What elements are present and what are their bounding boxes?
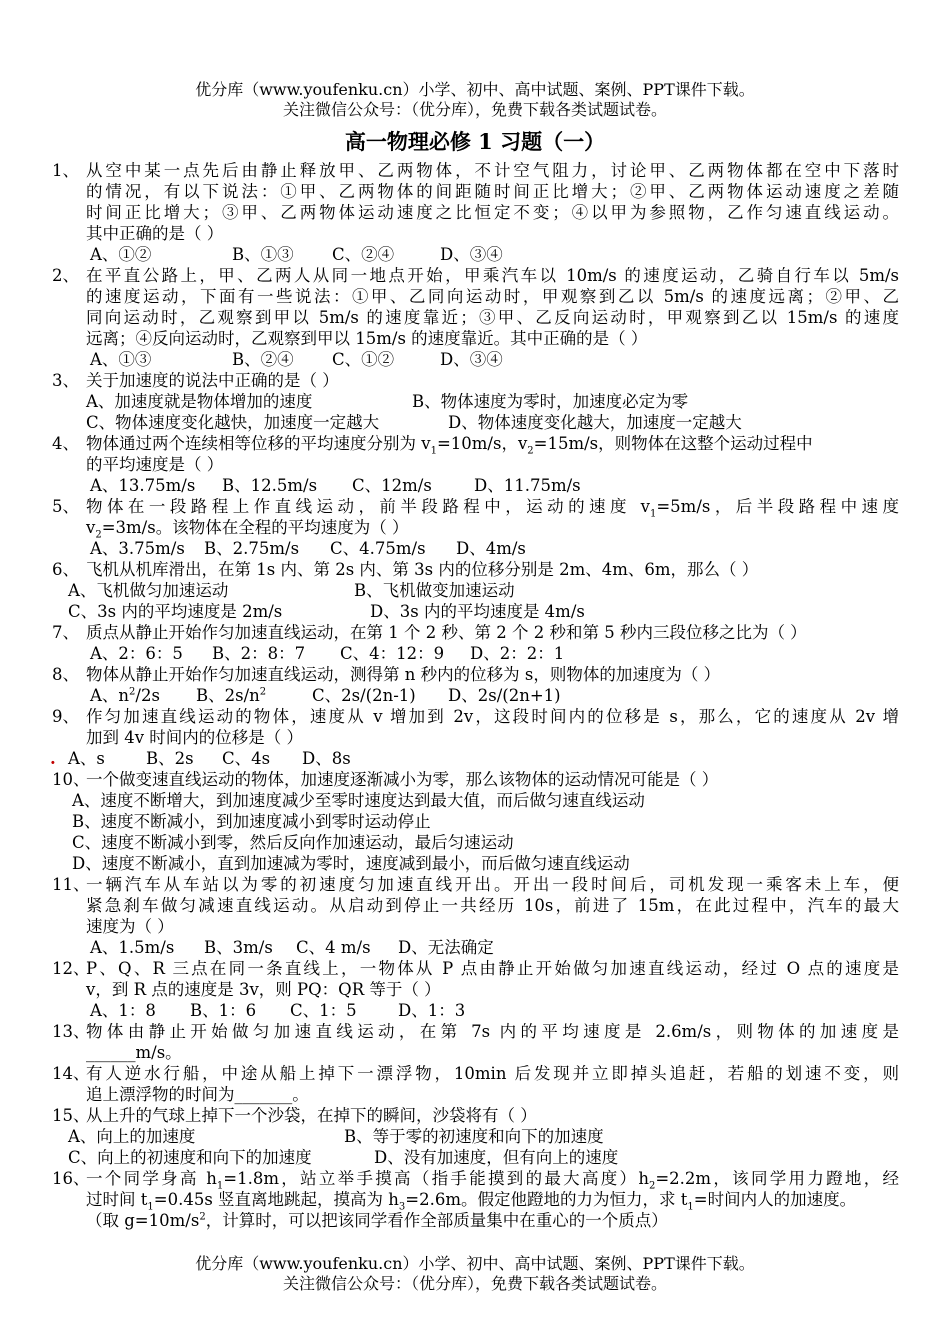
q3-option-d: D、物体速度变化越大，加速度一定越大 <box>448 413 742 432</box>
q11-number: 11、 <box>52 875 90 894</box>
q5-number: 5、 <box>52 497 79 516</box>
q3-option-c: C、物体速度变化越快，加速度一定越大 <box>86 413 380 432</box>
q15-line-1: 从上升的气球上掉下一个沙袋，在掉下的瞬间，沙袋将有（ ） <box>86 1106 537 1125</box>
q2-option-d: D、③④ <box>440 350 503 369</box>
q3-number: 3、 <box>52 371 79 390</box>
q6-option-a: A、飞机做匀加速运动 <box>68 581 229 600</box>
q1-line-4: 其中正确的是（ ） <box>86 224 224 243</box>
q1-line-2: 的情况，有以下说法：①甲、乙两物体的间距随时间正比增大；②甲、乙两物体运动速度之差随 <box>86 182 899 201</box>
q12-option-c: C、1：5 <box>290 1001 357 1020</box>
q3-option-a: A、加速度就是物体增加的速度 <box>86 392 313 411</box>
q12-line-1: P、Q、R 三点在同一条直线上，一物体从 P 点由静止开始做匀加速直线运动，经过 O 点的速度是 <box>86 959 899 978</box>
q13-line-2: ______m/s。 <box>86 1043 182 1062</box>
q9-line-2: 加到 4v 时间内的位移是（ ） <box>86 728 304 747</box>
q11-line-1: 一辆汽车从车站以为零的初速度匀加速直线开出。开出一段时间后，司机发现一乘客未上车，便 <box>86 875 899 894</box>
q13-number: 13、 <box>52 1022 90 1041</box>
q7-line-1: 质点从静止开始作匀加速直线运动，在第 1 个 2 秒、第 2 个 2 秒和第 5 秒内三段位移之比为（ ） <box>86 623 807 642</box>
q14-answer-blank[interactable]: _______ <box>234 1085 293 1104</box>
q10-number: 10、 <box>52 770 90 789</box>
q12-option-a: A、1：8 <box>90 1001 156 1020</box>
q8-number: 8、 <box>52 665 79 684</box>
q2-line-2: 的速度运动，下面有一些说法：①甲、乙同向运动时，甲观察到乙以 5m/s 的速度远离；②甲、乙 <box>86 287 899 306</box>
q1-option-c: C、②④ <box>332 245 395 264</box>
q10-option-a: A、速度不断增大，到加速度减少至零时速度达到最大值，而后做匀速直线运动 <box>72 791 645 810</box>
q9-option-b: B、2s <box>146 749 194 768</box>
q11-option-c: C、4 m/s <box>296 938 371 957</box>
q2-option-b: B、②④ <box>232 350 294 369</box>
q7-option-b: B、2：8：7 <box>212 644 306 663</box>
q16-line-1: 一个同学身高 $h_1=1.8m$，站立举手摸高（指手能摸到的最大高度）$h_2=2.2m$，该同学用力蹬地，经 <box>86 1169 899 1192</box>
q8-option-b: B、$2s/n^2$ <box>196 686 267 705</box>
q4-number: 4、 <box>52 434 79 453</box>
page-title: 高一物理必修 1 习题（一） <box>344 129 606 154</box>
q9-line-1: 作匀加速直线运动的物体，速度从 v 增加到 2v，这段时间内的位移是 s，那么，它的速度从 2v 增 <box>86 707 899 726</box>
q10-option-b: B、速度不断减小，到加速度减小到零时运动停止 <box>72 812 431 831</box>
q5-line-1: 物体在一段路程上作直线运动，前半段路程中，运动的速度 $v_1=5m/s$，后半段路程中速度 <box>86 497 899 520</box>
q5-option-a: A、3.75m/s <box>90 539 185 558</box>
q1-number: 1、 <box>52 161 79 180</box>
header-line-1: 优分库（www.youfenku.cn）小学、初中、高中试题、案例、PPT课件下载。 <box>195 80 755 99</box>
q1-option-a: A、①② <box>90 245 152 264</box>
q7-option-a: A、2：6：5 <box>90 644 183 663</box>
q2-line-3: 同向运动时，乙观察到甲以 5m/s 的速度靠近；③甲、乙反向运动时，甲观察到乙以 15m/s 的速度 <box>86 308 899 327</box>
q11-line-2: 紧急刹车做匀减速直线运动。从启动到停止一共经历 10s，前进了 15m，在此过程中，汽车的最大 <box>86 896 899 915</box>
q13-answer-blank[interactable]: ______ <box>86 1043 136 1062</box>
q4-option-c: C、12m/s <box>352 476 432 495</box>
q2-option-c: C、①② <box>332 350 395 369</box>
q6-line-1: 飞机从机库滑出，在第 1s 内、第 2s 内、第 3s 内的位移分别是 2m、4m、6m，那么（ ） <box>86 560 759 579</box>
q9-option-c: C、4s <box>222 749 271 768</box>
q8-option-d: D、2s/(2n+1) <box>448 686 561 705</box>
q11-line-3: 速度为（ ） <box>86 917 174 936</box>
q8-option-a: A、$n^2/2s$ <box>90 686 160 705</box>
q9-number: 9、 <box>52 707 79 726</box>
q16-line-3: （取 $g=10m/s^2$，计算时，可以把该同学看作全部质量集中在重心的一个质点） <box>86 1211 668 1230</box>
q6-number: 6、 <box>52 560 79 579</box>
q8-option-c: C、2s/(2n-1) <box>312 686 416 705</box>
q11-option-d: D、无法确定 <box>398 938 494 957</box>
q4-option-d: D、11.75m/s <box>474 476 581 495</box>
q10-line-1: 一个做变速直线运动的物体，加速度逐渐减小为零，那么该物体的运动情况可能是（ ） <box>86 770 719 789</box>
q12-option-b: B、1：6 <box>190 1001 257 1020</box>
q2-option-a: A、①③ <box>90 350 152 369</box>
q2-line-4: 远离；④反向运动时，乙观察到甲以 15m/s 的速度靠近。其中正确的是（ ） <box>86 329 648 348</box>
q6-option-c: C、3s 内的平均速度是 2m/s <box>68 602 283 621</box>
q7-option-c: C、4：12：9 <box>340 644 445 663</box>
q15-option-b: B、等于零的初速度和向下的加速度 <box>344 1127 604 1146</box>
q11-option-a: A、1.5m/s <box>90 938 175 957</box>
q4-option-a: A、13.75m/s <box>90 476 196 495</box>
q14-number: 14、 <box>52 1064 90 1083</box>
q6-option-b: B、飞机做变加速运动 <box>354 581 515 600</box>
q15-option-d: D、没有加速度，但有向上的速度 <box>374 1148 619 1167</box>
q12-number: 12、 <box>52 959 90 978</box>
q5-line-2: $v_2=3m/s$。该物体在全程的平均速度为（ ） <box>86 518 409 541</box>
q15-option-c: C、向上的初速度和向下的加速度 <box>68 1148 312 1167</box>
q1-option-b: B、①③ <box>232 245 294 264</box>
q5-option-b: B、2.75m/s <box>204 539 300 558</box>
q9-marker-dot: . <box>50 749 56 768</box>
q11-option-b: B、3m/s <box>204 938 273 957</box>
q14-line-2: 追上漂浮物的时间为_______。 <box>86 1085 309 1104</box>
q9-option-d: D、8s <box>302 749 351 768</box>
q14-line-1: 有人逆水行船，中途从船上掉下一漂浮物，10min 后发现并立即掉头追赶，若船的划速不变，则 <box>86 1064 899 1083</box>
q8-line-1: 物体从静止开始作匀加速直线运动，测得第 n 秒内的位移为 s，则物体的加速度为（ ） <box>86 665 721 684</box>
q5-option-c: C、4.75m/s <box>330 539 426 558</box>
q1-line-3: 时间正比增大；③甲、乙两物体运动速度之比恒定不变；④以甲为参照物，乙作匀速直线运动。 <box>86 203 899 222</box>
q4-line-2: 的平均速度是（ ） <box>86 455 224 474</box>
q4-option-b: B、12.5m/s <box>222 476 318 495</box>
header-line-2: 关注微信公众号：（优分库），免费下载各类试题试卷。 <box>282 100 667 119</box>
q12-line-2: v，到 R 点的速度是 3v，则 PQ：QR 等于（ ） <box>86 980 441 999</box>
q3-option-b: B、物体速度为零时，加速度必定为零 <box>412 392 689 411</box>
q9-option-a: A、s <box>68 749 105 768</box>
q13-line-1: 物体由静止开始做匀加速直线运动，在第 7s 内的平均速度是 2.6m/s，则物体的加速度是 <box>86 1022 899 1041</box>
q7-number: 7、 <box>52 623 79 642</box>
q10-option-c: C、速度不断减小到零，然后反向作加速运动，最后匀速运动 <box>72 833 514 852</box>
q5-option-d: D、4m/s <box>456 539 526 558</box>
q2-line-1: 在平直公路上，甲、乙两人从同一地点开始，甲乘汽车以 10m/s 的速度运动，乙骑自行车以 5m/s <box>86 266 899 285</box>
q1-line-1: 从空中某一点先后由静止释放甲、乙两物体，不计空气阻力，讨论甲、乙两物体都在空中下落时 <box>86 161 899 180</box>
q15-option-a: A、向上的加速度 <box>68 1127 196 1146</box>
q16-number: 16、 <box>52 1169 90 1188</box>
footer-line-1: 优分库（www.youfenku.cn）小学、初中、高中试题、案例、PPT课件下载。 <box>195 1254 755 1273</box>
q12-option-d: D、1：3 <box>398 1001 466 1020</box>
q6-option-d: D、3s 内的平均速度是 4m/s <box>370 602 585 621</box>
q7-option-d: D、2：2：1 <box>470 644 565 663</box>
footer-line-2: 关注微信公众号：（优分库），免费下载各类试题试卷。 <box>282 1274 667 1293</box>
q1-option-d: D、③④ <box>440 245 503 264</box>
q4-line-1: 物体通过两个连续相等位移的平均速度分别为 $v_1=10m/s$，$v_2=15m/s$，则物体在这整个运动过程中 <box>86 434 813 457</box>
q10-option-d: D、速度不断减小，直到加速减为零时，速度减到最小，而后做匀速直线运动 <box>72 854 630 873</box>
q15-number: 15、 <box>52 1106 90 1125</box>
q2-number: 2、 <box>52 266 79 285</box>
q16-line-2: 过时间 $t_1=0.45s$ 竖直离地跳起，摸高为 $h_3=2.6m$。假定他蹬地的力为恒力，求 $t_1=$时间内人的加速度。 <box>86 1190 857 1213</box>
q3-line-1: 关于加速度的说法中正确的是（ ） <box>86 371 339 390</box>
